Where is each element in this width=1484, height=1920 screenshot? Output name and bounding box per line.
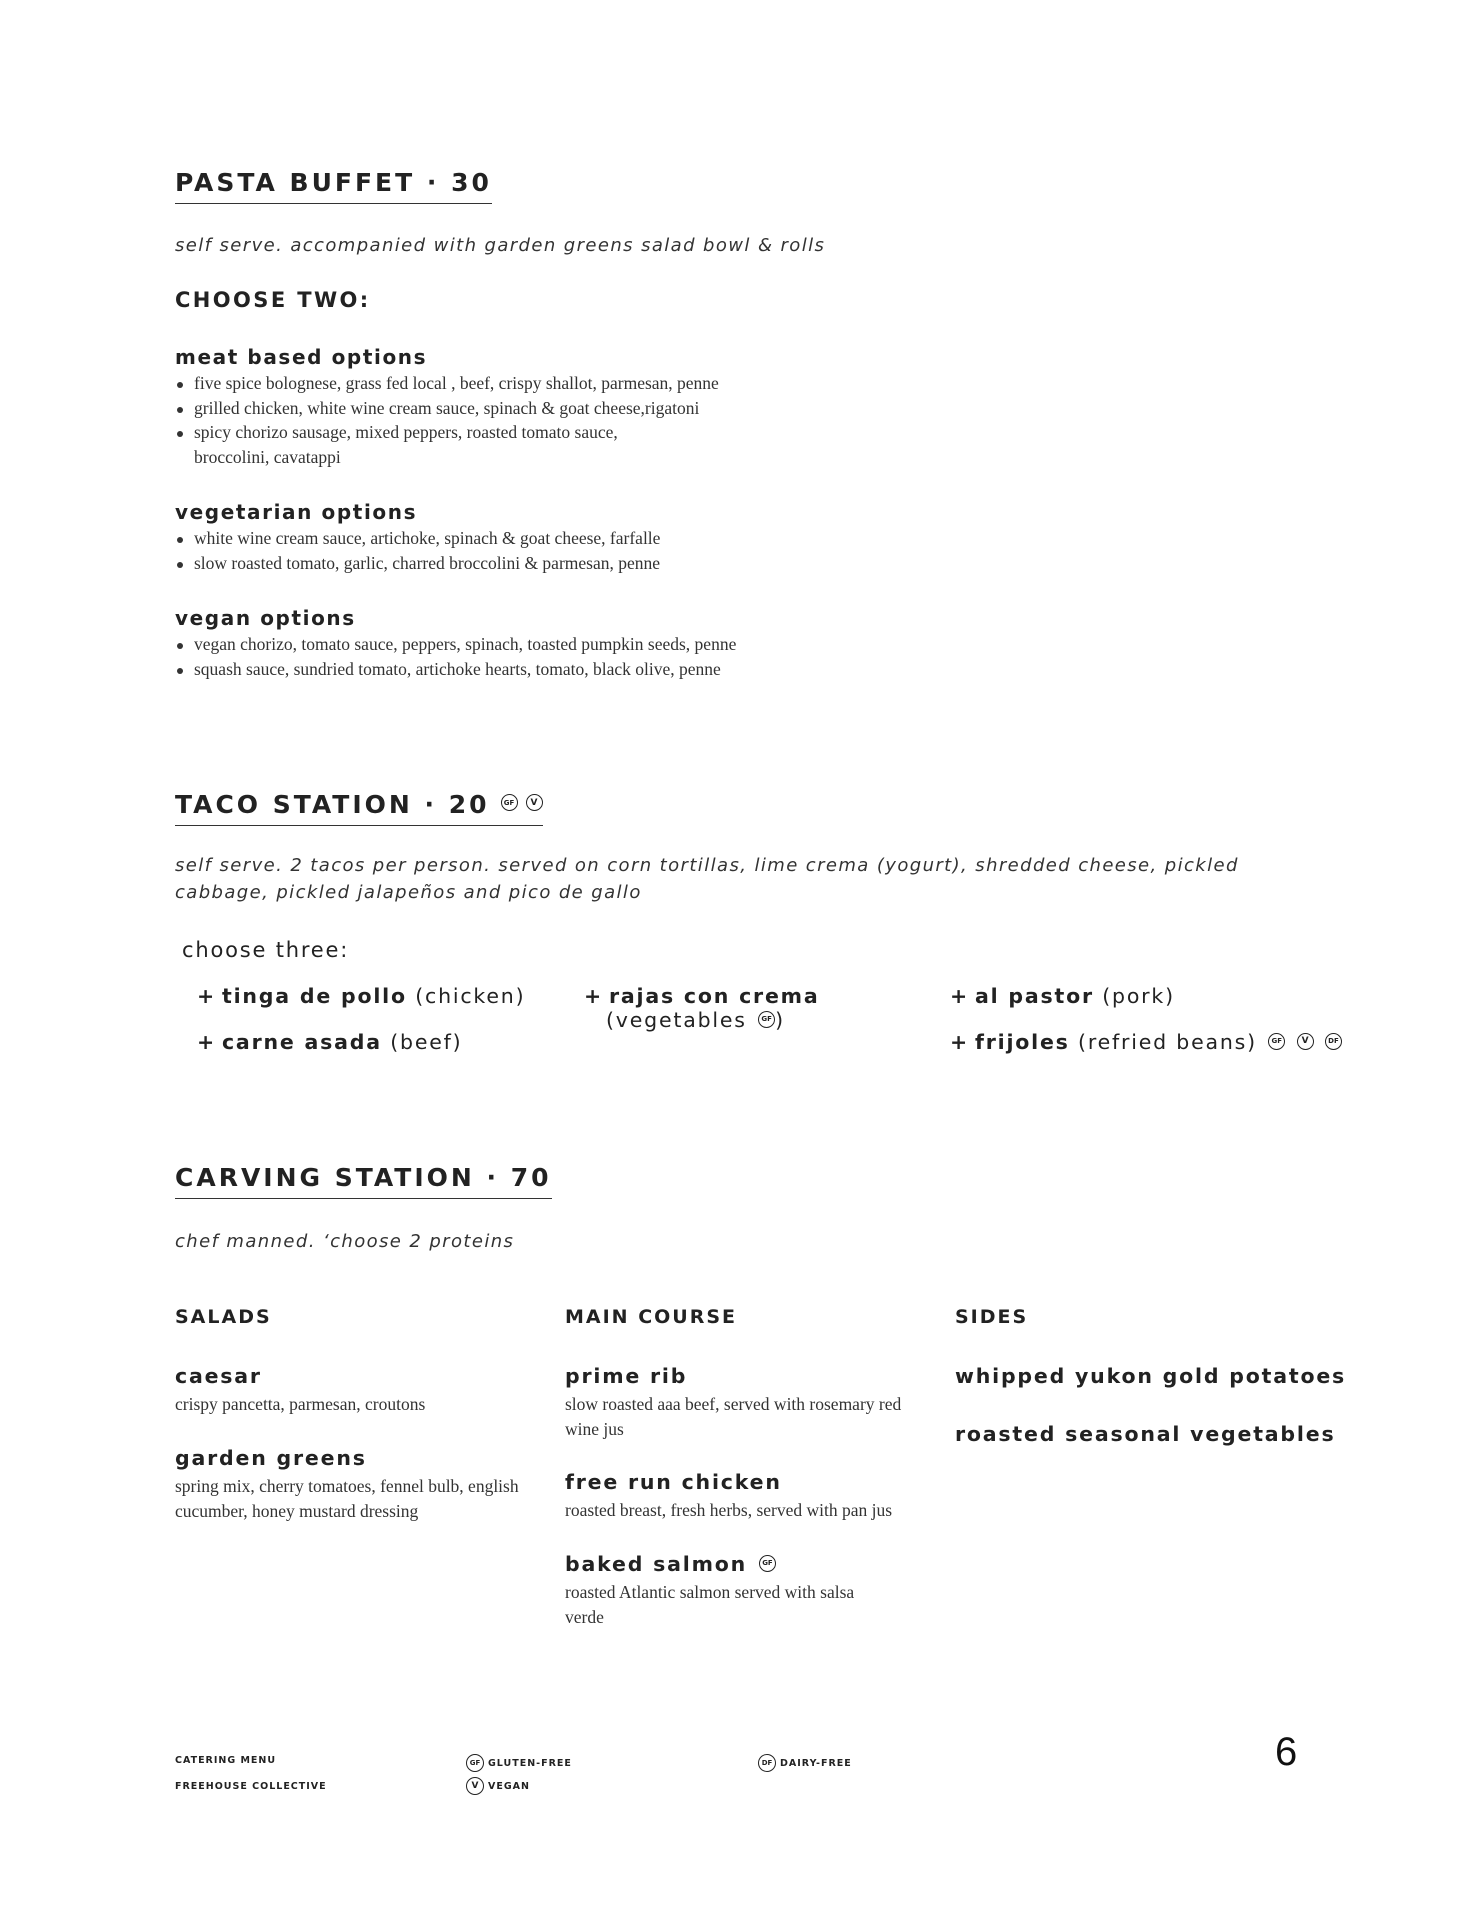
taco-item-frijoles (950, 1030, 1342, 1054)
plus-icon: + (197, 984, 216, 1008)
vegan-options-title: vegan options (175, 606, 356, 630)
pasta-buffet-title (175, 168, 492, 204)
taco-item-name: carne asada (221, 1030, 382, 1054)
taco-item-detail-close: ) (775, 1008, 785, 1032)
caesar-name: caesar (175, 1364, 262, 1388)
plus-icon: + (197, 1030, 216, 1054)
side-vegetables: roasted seasonal vegetables (955, 1422, 1336, 1446)
salads-heading: SALADS (175, 1306, 272, 1328)
page-number: 6 (1275, 1730, 1298, 1774)
gluten-free-icon: GF (501, 794, 518, 811)
caesar-desc: crispy pancetta, parmesan, croutons (175, 1394, 426, 1414)
taco-item-detail: (pork) (1102, 984, 1175, 1008)
legend-vegan (466, 1777, 530, 1795)
meat-options-title: meat based options (175, 345, 428, 369)
garden-greens-name: garden greens (175, 1446, 367, 1470)
baked-salmon-title (565, 1552, 776, 1576)
free-run-chicken-desc: roasted breast, fresh herbs, served with pan jus (565, 1500, 893, 1520)
gluten-free-icon: GF (758, 1011, 775, 1028)
vegetarian-options-list (175, 526, 835, 575)
dairy-free-icon: DF (1325, 1033, 1342, 1050)
list-item: five spice bolognese, grass fed local , beef, crispy shallot, parmesan, penne (175, 371, 835, 396)
legend-dairy-free (758, 1754, 852, 1772)
dairy-free-icon: DF (758, 1754, 776, 1772)
list-item: grilled chicken, white wine cream sauce, spinach & goat cheese,rigatoni (175, 396, 835, 421)
taco-item-carne (197, 1030, 462, 1054)
taco-item-detail: (vegetables (606, 1008, 747, 1032)
taco-item-detail: (chicken) (415, 984, 526, 1008)
taco-item-rajas (584, 984, 819, 1032)
side-potatoes: whipped yukon gold potatoes (955, 1364, 1347, 1388)
gluten-free-icon: GF (466, 1754, 484, 1772)
carving-station-title-text: CARVING STATION · 70 (175, 1163, 552, 1192)
main-course-heading: MAIN COURSE (565, 1306, 738, 1328)
taco-station-title-text: TACO STATION · 20 (175, 790, 490, 819)
footer-catering-menu: CATERING MENU (175, 1755, 277, 1766)
taco-item-detail: (beef) (390, 1030, 463, 1054)
legend-dairy-free-label: DAIRY-FREE (780, 1757, 852, 1769)
vegan-icon: V (1297, 1033, 1314, 1050)
legend-gluten-free (466, 1754, 572, 1772)
gluten-free-icon: GF (1268, 1033, 1285, 1050)
taco-badges (498, 796, 543, 813)
taco-item-name: rajas con crema (608, 984, 820, 1008)
baked-salmon-desc: roasted Atlantic salmon served with salsa verde (565, 1582, 855, 1627)
taco-item-name: al pastor (974, 984, 1094, 1008)
list-item: spicy chorizo sausage, mixed peppers, roasted tomato sauce, broccolini, cavatappi (175, 420, 675, 469)
taco-item-tinga (197, 984, 525, 1008)
free-run-chicken-name: free run chicken (565, 1470, 782, 1494)
pasta-choose-two: CHOOSE TWO: (175, 288, 371, 312)
vegan-icon: V (526, 794, 543, 811)
plus-icon: + (584, 984, 603, 1008)
sides-heading: SIDES (955, 1306, 1029, 1328)
list-item: slow roasted tomato, garlic, charred broccolini & parmesan, penne (175, 551, 835, 576)
taco-choose-three: choose three: (182, 938, 350, 962)
taco-item-pastor (950, 984, 1175, 1008)
garden-greens-desc: spring mix, cherry tomatoes, fennel bulb, english cucumber, honey mustard dressing (175, 1476, 519, 1521)
list-item: white wine cream sauce, artichoke, spinach & goat cheese, farfalle (175, 526, 835, 551)
carving-station-title (175, 1163, 552, 1199)
taco-item-detail: (refried beans) (1078, 1030, 1257, 1054)
taco-item-name: tinga de pollo (221, 984, 407, 1008)
taco-station-intro: self serve. 2 tacos per person. served on corn tortillas, lime crema (yogurt), shredded cheese, pickled cabbage, pickled jalapeños and pico de gallo (175, 855, 1239, 903)
prime-rib-desc: slow roasted aaa beef, served with rosemary red wine jus (565, 1394, 902, 1439)
vegetarian-options-title: vegetarian options (175, 500, 418, 524)
pasta-buffet-title-text: PASTA BUFFET · 30 (175, 168, 492, 197)
list-item: vegan chorizo, tomato sauce, peppers, spinach, toasted pumpkin seeds, penne (175, 632, 835, 657)
taco-station-title (175, 790, 543, 826)
legend-vegan-label: VEGAN (488, 1780, 530, 1792)
plus-icon: + (950, 1030, 969, 1054)
meat-options-list (175, 371, 835, 469)
carving-station-intro: chef manned. ‘choose 2 proteins (175, 1231, 515, 1252)
plus-icon: + (950, 984, 969, 1008)
vegan-options-list (175, 632, 835, 681)
gluten-free-icon: GF (759, 1555, 776, 1572)
baked-salmon-name: baked salmon (565, 1552, 748, 1576)
taco-item-name: frijoles (974, 1030, 1070, 1054)
pasta-buffet-intro: self serve. accompanied with garden greens salad bowl & rolls (175, 235, 826, 256)
legend-gluten-free-label: GLUTEN-FREE (488, 1757, 572, 1769)
prime-rib-name: prime rib (565, 1364, 688, 1388)
list-item: squash sauce, sundried tomato, artichoke hearts, tomato, black olive, penne (175, 657, 835, 682)
taco-item-detail-line (584, 1008, 819, 1032)
footer-freehouse-collective: FREEHOUSE COLLECTIVE (175, 1781, 327, 1792)
vegan-icon: V (466, 1777, 484, 1795)
